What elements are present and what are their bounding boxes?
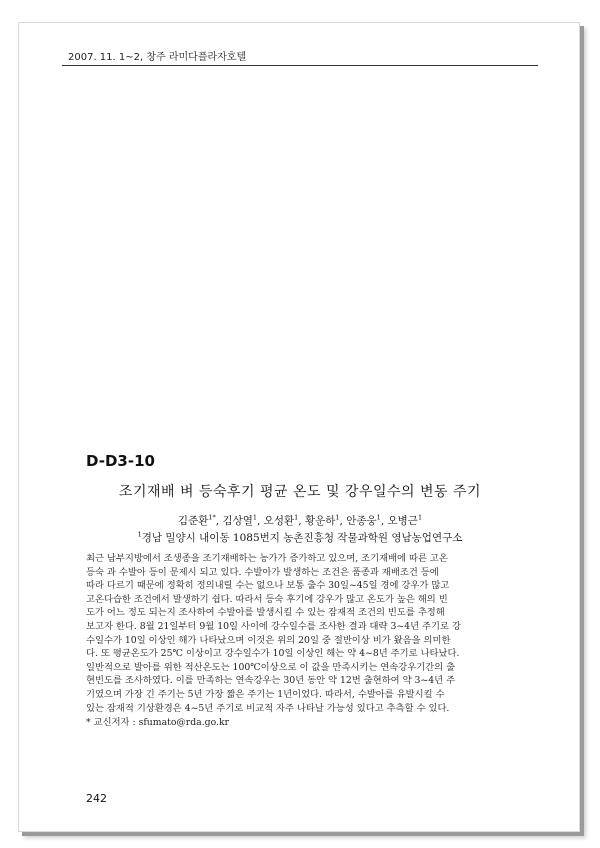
abstract-line: 있는 잠재적 기상환경은 4~5년 주기로 비교적 자주 나타날 가능성 있다고 추측할 수 있다.: [86, 702, 450, 714]
author-name: 김준환: [177, 515, 209, 527]
author-name: 오병근: [387, 515, 418, 527]
abstract-line: 다. 또 평균온도가 25℃ 이상이고 강수일수가 10일 이상인 해는 약 4~8년 주기로 나타났다.: [86, 648, 460, 660]
abstract-line: 따라 다르기 때문에 정확히 정의내릴 수는 없으나 보통 출수 30일~45일 경에 강우가 많고: [86, 580, 450, 592]
affiliation-text: 경남 밀양시 내이동 1085번지 농촌진흥청 작물과학원 영남농업연구소: [141, 532, 463, 544]
paper-title: 조기재배 벼 등숙후기 평균 온도 및 강우일수의 변동 주기: [118, 484, 482, 500]
affiliation: [0, 530, 600, 545]
author-sup: 1: [252, 513, 258, 522]
affiliation-sup: 1: [137, 530, 142, 539]
abstract: [86, 552, 516, 730]
page-number: 242: [86, 792, 107, 805]
author-sup: 1: [335, 513, 340, 522]
author-sup: 1*: [208, 513, 216, 522]
author-name: 황운하: [304, 515, 336, 527]
author-name: 김상열: [222, 515, 253, 527]
header-rule: [62, 65, 538, 66]
abstract-line: 최근 남부지방에서 조생종을 조기재배하는 농가가 증가하고 있으며, 조기재배에 따른 고온: [86, 553, 448, 564]
abstract-line: 수일수가 10일 이상인 해가 나타났으며 이것은 위의 20일 중 절반이상 비가 왔음을 의미한: [86, 634, 451, 646]
abstract-line: 등숙 과 수발아 등이 문제시 되고 있다. 수발아가 발생하는 조건은 품종과 재배조건 등에: [86, 566, 439, 578]
author-sup: 1: [294, 513, 299, 522]
abstract-line: 보고자 한다. 8월 21일부터 9월 10일 사이에 강수일수를 조사한 결과 대략 3~4년 주기로 강: [86, 620, 461, 632]
abstract-line: 현빈도를 조사하였다. 이를 만족하는 연속강우는 30년 동안 약 12번 출현하여 약 3~4년 주: [86, 675, 456, 687]
corresponding-author: * 교신저자 : sfumato@rda.go.kr: [86, 717, 230, 729]
author-sup: 1: [376, 513, 381, 522]
abstract-line: 고온다습한 조건에서 발생하기 쉽다. 따라서 등숙 후기에 강우가 많고 온도가 높은 해의 빈: [86, 593, 448, 605]
author-list: 김준환$^{1*}$, 김상열$^1$, 오성환$^1$, 황운하$^1$, 안종웅$^1$, 오병근$^1$: [177, 513, 423, 527]
paper-code: D-D3-10: [86, 452, 155, 470]
author-name: 안종웅: [346, 515, 377, 527]
author-sup: 1: [417, 513, 423, 522]
conference-header: 2007. 11. 1~2, 창주 라미다플라자호텔: [68, 52, 247, 63]
author-name: 오성환: [263, 515, 295, 527]
abstract-line: 도가 어느 정도 되는지 조사하여 수발아를 발생시킬 수 있는 잠재적 조건의 빈도를 추정해: [86, 607, 445, 619]
abstract-line: 기였으며 가장 긴 주기는 5년 가장 짧은 주기는 1년이었다. 따라서, 수발아를 유발시킬 수: [86, 688, 445, 700]
abstract-line: 일반적으로 발아를 위한 적산온도는 100℃이상으로 이 값을 만족시키는 연속강우기간의 출: [86, 661, 456, 673]
